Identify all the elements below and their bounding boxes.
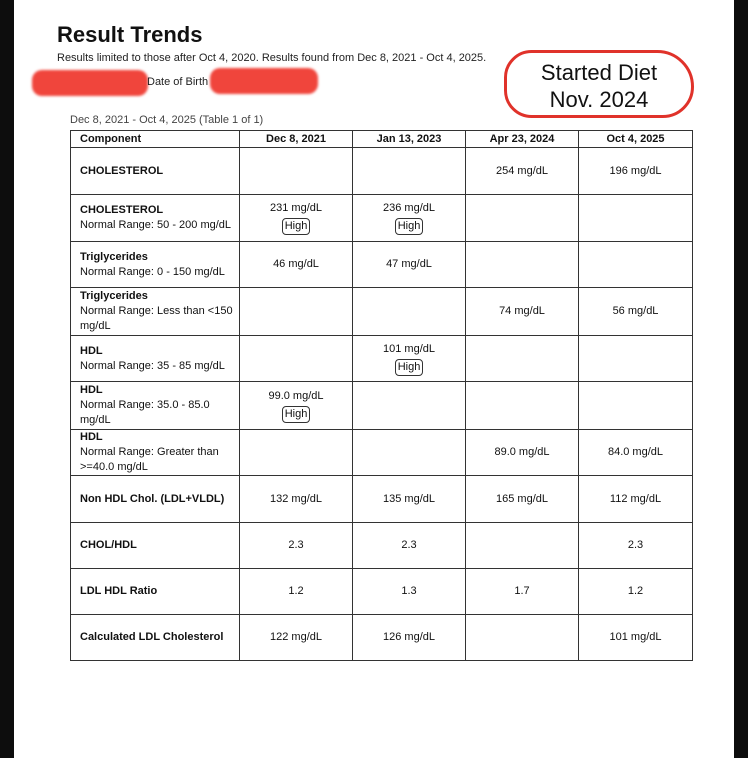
normal-range: Normal Range: Less than <150 mg/dL — [80, 305, 233, 332]
component-cell — [71, 430, 240, 476]
result-cell — [579, 336, 693, 382]
normal-range: Normal Range: 35 - 85 mg/dL — [80, 359, 225, 372]
normal-range: Normal Range: 35.0 - 85.0 mg/dL — [80, 399, 210, 426]
column-header-date: Dec 8, 2021 — [240, 131, 353, 148]
result-cell — [353, 615, 466, 661]
result-value: 122 mg/dL — [270, 631, 322, 643]
component-name: Non HDL Chol. (LDL+VLDL) — [80, 492, 225, 505]
table-row — [71, 148, 693, 195]
result-value: 132 mg/dL — [270, 492, 322, 505]
result-cell — [579, 523, 693, 569]
table-row — [71, 288, 693, 336]
result-cell — [579, 242, 693, 288]
result-cell — [466, 195, 579, 242]
normal-range: Normal Range: 0 - 150 mg/dL — [80, 265, 225, 278]
result-cell — [579, 382, 693, 430]
table-caption: Dec 8, 2021 - Oct 4, 2025 (Table 1 of 1) — [70, 114, 264, 126]
annotation-line-2: Nov. 2024 — [549, 87, 649, 112]
component-cell — [71, 615, 240, 661]
component-cell — [71, 288, 240, 336]
handwritten-annotation — [504, 50, 694, 118]
result-cell — [579, 288, 693, 336]
component-cell — [71, 195, 240, 242]
result-cell — [240, 148, 353, 195]
result-value: 101 mg/dL — [383, 342, 435, 355]
result-cell — [353, 336, 466, 382]
component-cell — [71, 523, 240, 569]
result-cell — [466, 382, 579, 430]
result-cell — [240, 615, 353, 661]
normal-range: Normal Range: 50 - 200 mg/dL — [80, 219, 232, 231]
component-name: HDL — [80, 384, 103, 396]
component-name: Calculated LDL Cholesterol — [80, 631, 224, 643]
result-value: 165 mg/dL — [496, 492, 548, 505]
result-value: 231 mg/dL — [270, 202, 322, 214]
result-value: 1.2 — [288, 585, 304, 597]
column-header-date: Apr 23, 2024 — [466, 131, 579, 148]
component-cell — [71, 242, 240, 288]
result-value: 196 mg/dL — [609, 164, 662, 177]
table-body — [71, 148, 693, 661]
result-cell — [353, 382, 466, 430]
result-cell — [240, 430, 353, 476]
result-value: 2.3 — [627, 539, 644, 551]
page-title: Result Trends — [57, 22, 203, 47]
table-row — [71, 430, 693, 476]
component-name: HDL — [80, 431, 103, 443]
result-value: 99.0 mg/dL — [268, 389, 324, 402]
column-header-component: Component — [71, 131, 240, 148]
table-row — [71, 382, 693, 430]
results-range-note: Results limited to those after Oct 4, 2020. Results found from Dec 8, 2021 - Oct 4, 2025. — [57, 52, 487, 64]
result-cell — [466, 336, 579, 382]
result-value: 89.0 mg/dL — [494, 446, 550, 458]
document-page — [14, 0, 734, 758]
result-cell — [466, 242, 579, 288]
result-value: 135 mg/dL — [383, 492, 435, 505]
result-cell — [579, 148, 693, 195]
high-flag-badge: High — [395, 359, 424, 376]
result-cell — [240, 476, 353, 523]
result-cell — [353, 476, 466, 523]
table-header-row — [71, 131, 693, 148]
result-value: 112 mg/dL — [609, 492, 662, 505]
result-cell — [353, 195, 466, 242]
result-cell — [466, 569, 579, 615]
result-value: 1.7 — [514, 585, 530, 597]
column-header-date: Oct 4, 2025 — [579, 131, 693, 148]
column-header-date: Jan 13, 2023 — [353, 131, 466, 148]
result-cell — [466, 148, 579, 195]
component-name: CHOL/HDL — [80, 539, 137, 551]
component-name: HDL — [80, 344, 103, 357]
result-cell — [353, 148, 466, 195]
result-cell — [579, 569, 693, 615]
result-value: 236 mg/dL — [383, 202, 435, 214]
result-cell — [466, 615, 579, 661]
result-cell — [353, 523, 466, 569]
component-name: LDL HDL Ratio — [80, 585, 158, 597]
table-row — [71, 242, 693, 288]
result-value: 2.3 — [288, 539, 304, 551]
result-cell — [466, 430, 579, 476]
component-name: Triglycerides — [80, 250, 148, 263]
date-of-birth-label: Date of Birth — [147, 76, 209, 88]
result-cell — [240, 242, 353, 288]
table-row — [71, 523, 693, 569]
normal-range: Normal Range: Greater than >=40.0 mg/dL — [80, 446, 219, 473]
high-flag-badge: High — [395, 218, 424, 235]
component-cell — [71, 476, 240, 523]
result-value: 84.0 mg/dL — [607, 446, 664, 458]
high-flag-badge: High — [282, 218, 311, 235]
result-cell — [466, 476, 579, 523]
result-cell — [240, 288, 353, 336]
result-value: 254 mg/dL — [496, 164, 548, 177]
component-cell — [71, 148, 240, 195]
result-cell — [466, 523, 579, 569]
result-value: 47 mg/dL — [386, 258, 432, 270]
table-row — [71, 336, 693, 382]
component-cell — [71, 382, 240, 430]
component-name: CHOLESTEROL — [80, 204, 164, 216]
result-cell — [579, 430, 693, 476]
component-name: Triglycerides — [80, 290, 148, 302]
result-cell — [579, 476, 693, 523]
annotation-line-1: Started Diet — [540, 60, 658, 85]
result-cell — [240, 569, 353, 615]
result-value: 126 mg/dL — [383, 631, 435, 643]
redacted-dob-mark — [210, 68, 318, 94]
result-cell — [353, 569, 466, 615]
result-cell — [240, 336, 353, 382]
table-row — [71, 615, 693, 661]
table-row — [71, 569, 693, 615]
table-row — [71, 195, 693, 242]
result-cell — [240, 195, 353, 242]
result-cell — [466, 288, 579, 336]
component-name: CHOLESTEROL — [80, 164, 164, 177]
result-value: 1.2 — [627, 585, 644, 597]
result-value: 74 mg/dL — [499, 305, 545, 317]
table-row — [71, 476, 693, 523]
result-value: 1.3 — [401, 585, 417, 597]
result-cell — [240, 382, 353, 430]
result-cell — [240, 523, 353, 569]
result-cell — [353, 288, 466, 336]
high-flag-badge: High — [282, 406, 311, 423]
result-value: 2.3 — [401, 539, 417, 551]
result-cell — [579, 195, 693, 242]
results-table — [70, 130, 693, 661]
result-cell — [353, 242, 466, 288]
result-cell — [353, 430, 466, 476]
component-cell — [71, 569, 240, 615]
redacted-name-mark — [32, 70, 148, 96]
component-cell — [71, 336, 240, 382]
result-cell — [579, 615, 693, 661]
result-value: 101 mg/dL — [609, 631, 662, 643]
result-value: 46 mg/dL — [273, 258, 319, 270]
result-value: 56 mg/dL — [612, 305, 659, 317]
